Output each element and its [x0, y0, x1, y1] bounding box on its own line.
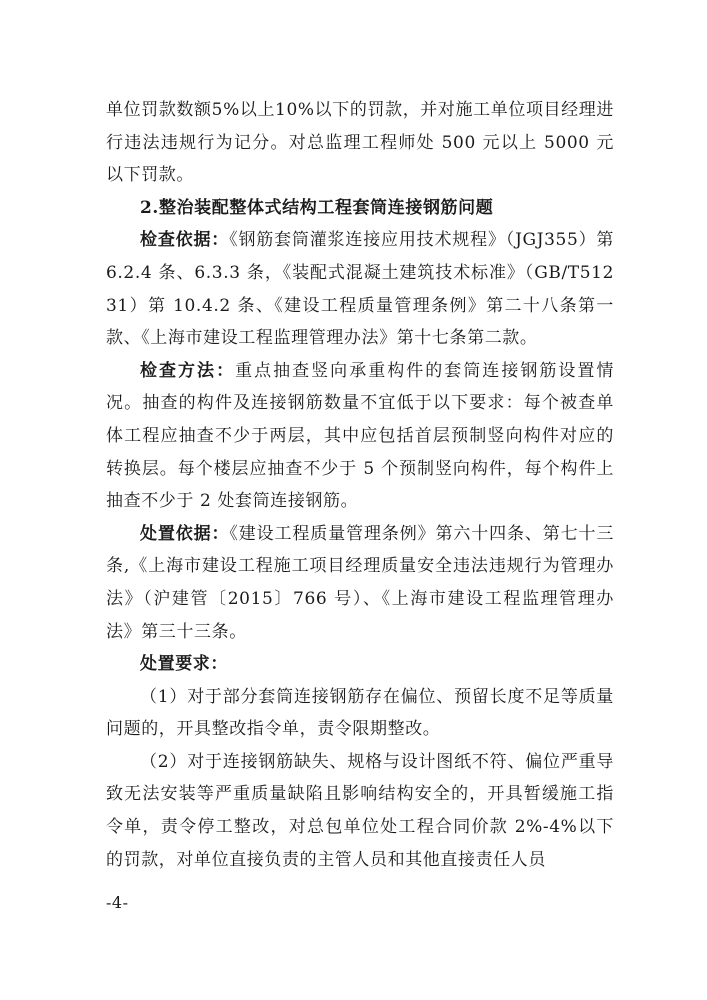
paragraph-inspection-basis	[106, 224, 614, 354]
paragraph-lead-label: 检查方法：	[140, 360, 236, 381]
paragraph-lead-label: 处置依据：	[140, 523, 230, 544]
paragraph-lead-label: 处置要求：	[140, 654, 228, 675]
document-body	[106, 94, 614, 876]
paragraph-inspection-method	[106, 355, 614, 518]
paragraph-text: 重点抽查竖向承重构件的套筒连接钢筋设置情况。抽查的构件及连接钢筋数量不宜低于以下要求：每个被查单体工程应抽查不少于两层，其中应包括首层预制竖向构件对应的转换层。每个楼层应抽查不少于 5 个预制竖向构件，每个构件上抽查不少于 2 处套筒连接钢筋。	[106, 360, 615, 512]
paragraph-lead-label: 检查依据：	[140, 230, 230, 251]
paragraph-requirement-2	[106, 746, 614, 876]
paragraph-requirement-1	[106, 681, 614, 746]
page-number: -4-	[106, 893, 129, 912]
paragraph-text: （2）对于连接钢筋缺失、规格与设计图纸不符、偏位严重导致无法安装等严重质量缺陷且影响结构安全的，开具暂缓施工指令单，责令停工整改，对总包单位处工程合同价款 2%-4%以下的罚款，对单位直接负责的主管人员和其他直接责任人员	[106, 751, 614, 870]
paragraph-text: （1）对于部分套筒连接钢筋存在偏位、预留长度不足等质量问题的，开具整改指令单，责令限期整改。	[106, 686, 614, 740]
paragraph-penalty-continuation	[106, 94, 614, 192]
paragraph-text: 单位罚款数额5%以上10%以下的罚款，并对施工单位项目经理进行违法违规行为记分。对总监理工程师处 500 元以上 5000 元以下罚款。	[106, 100, 614, 186]
paragraph-disposal-requirements	[106, 648, 614, 681]
paragraph-text: 《建设工程质量管理条例》第六十四条、第七十三条,《上海市建设工程施工项目经理质量安全违法违规行为管理办法》（沪建管〔2015〕766 号）、《上海市建设工程监理管理办法》第三十三条。	[106, 523, 614, 642]
section-heading	[106, 192, 614, 225]
paragraph-disposal-basis	[106, 518, 614, 648]
paragraph-text: 《钢筋套筒灌浆连接应用技术规程》（JGJ355）第 6.2.4 条、6.3.3 条，《装配式混凝土建筑技术标准》（GB/T51231）第 10.4.2 条、《建设工程质量管理条例》第二十八条第一款、《上海市建设工程监理管理办法》第十七条第二款。	[106, 230, 614, 349]
section-heading-text: 2.整治装配整体式结构工程套筒连接钢筋问题	[140, 197, 494, 218]
